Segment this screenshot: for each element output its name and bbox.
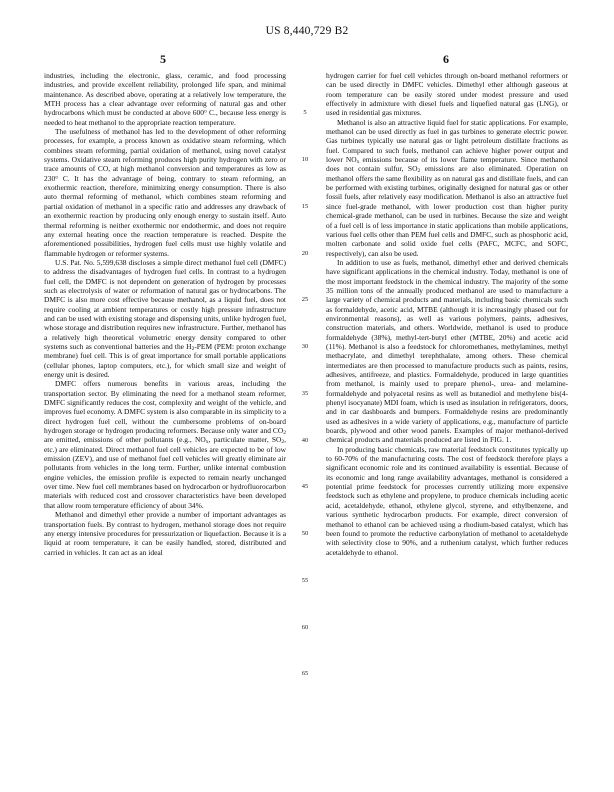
paragraph: hydrogen carrier for fuel cell vehicles through on-board methanol reformers or can be used directly in DMFC vehicles. Dimethyl ether although gaseous at room temperature can be easily stored under modest pressure and used effectively in admixture with diesel fuels and liquefied natural gas (LNG), or used in residential gas mixtures. [326, 71, 568, 118]
patent-number-header: US 8,440,729 B2 [265, 25, 349, 37]
line-number: 30 [301, 343, 309, 351]
line-number: 60 [301, 623, 309, 631]
line-number: 50 [301, 530, 309, 538]
paragraph: In addition to use as fuels, methanol, dimethyl ether and derived chemicals have significant applications in the chemical industry. Today, methanol is one of the most important feedstock in the chemical industry. The majority of the some 35 million tons of the annually produced methanol are used to manufacture a large variety of chemical products and materials, including basic chemicals such as formaldehyde, acetic acid, MTBE (although it is increasingly phased out for environmental reasons), as well as various polymers, paints, adhesives, construction materials, and others. Worldwide, methanol is used to produce formaldehyde (38%), methyl-tert-butyl ether (MTBE, 20%) and acetic acid (11%). Methanol is also a feedstock for chloromethanes, methylamines, methyl methacrylate, and dimethyl terephthalate, among others. These chemical intermediates are then processed to manufacture products such as paints, resins, adhesives, antifreeze, and plastics. Formaldehyde, produced in large quantities from methanol, is mainly used to prepare phenol-, urea- and melamine-formaldehyde and polyacetal resins as well as butanediol and methylene bis(4-phenyl isocyanate) MDI foam, which is used as insulation in refrigerators, doors, and in car dashboards and bumpers. Formaldehyde resins are predominantly used as adhesives in a wide variety of applications, e.g., manufacture of particle boards, plywood and other wood panels. Examples of major methanol-derived chemical products and materials produced are listed in FIG. 1. [326, 257, 568, 445]
column-number-right: 6 [443, 52, 449, 66]
paragraph: Methanol and dimethyl ether provide a number of important advantages as transportation fuels. By contrast to hydrogen, methanol storage does not require any energy intensive procedures for pressurization or liquefaction. Because it is a liquid at room temperature, it can be easily handled, stored, distributed and carried in vehicles. It can act as an ideal [44, 510, 286, 557]
line-number: 20 [301, 249, 309, 257]
paragraph: The usefulness of methanol has led to the development of other reforming processes, for example, a process known as oxidative steam reforming, which combines steam reforming, partial oxidation of methanol, using novel catalyst systems. Oxidative steam reforming produces high purity hydrogen with zero or trace amounts of CO, at high methanol conversion and temperatures as low as 230° C. It has the advantage of being, contrary to steam reforming, an exothermic reaction, therefore, minimizing energy consumption. There is also auto thermal reforming of methanol, which combines steam reforming and partial oxidation of methanol in a specific ratio and addresses any drawback of an exothermic reaction by producing only enough energy to sustain itself. Auto thermal reforming is neither exothermic nor endothermic, and does not require any external heating once the reaction temperature is reached. Despite the aforementioned possibilities, hydrogen fuel cells must use highly volatile and flammable hydrogen or reformer systems. [44, 127, 286, 258]
paragraph: industries, including the electronic, glass, ceramic, and food processing industries, and provide excellent reliability, prolonged life span, and minimal maintenance. As described above, operating at a relatively low temperature, the MTH process has a clear advantage over reforming of natural gas and other hydrocarbons which must be conducted at above 600° C., because less energy is needed to heat methanol to the appropriate reaction temperature. [44, 71, 286, 127]
line-number: 10 [301, 156, 309, 164]
line-number: 55 [301, 576, 309, 584]
line-number: 15 [301, 202, 309, 210]
paragraph: In producing basic chemicals, raw material feedstock constitutes typically up to 60-70% of the manufacturing costs. The cost of feedstock therefore plays a significant economic role and its continued availability is essential. Because of its economic and long range availability advantages, methanol is considered a potential prime feedstock for processes currently utilizing more expensive feedstock such as ethylene and propylene, to produce chemicals including acetic acid, acetaldehyde, ethanol, ethylene glycol, styrene, and ethylbenzene, and various synthetic hydrocarbon products. For example, direct conversion of methanol to ethanol can be achieved using a rhodium-based catalyst, which has been found to promote the reductive carbonylation of methanol to acetaldehyde with selectivity close to 90%, and a ruthenium catalyst, which further reduces acetaldehyde to ethanol. [326, 444, 568, 557]
line-number: 5 [303, 109, 307, 117]
line-number: 65 [301, 670, 309, 678]
column-number-left: 5 [160, 52, 166, 66]
right-text-column [326, 71, 568, 557]
paragraph: U.S. Pat. No. 5,599,638 discloses a simple direct methanol fuel cell (DMFC) to address the disadvantages of hydrogen fuel cells. In contrast to a hydrogen fuel cell, the DMFC is not dependent on generation of hydrogen by processes such as electrolysis of water or reformation of natural gas or hydrocarbons. The DMFC is also more cost effective because methanol, as a liquid fuel, does not require cooling at ambient temperatures or costly high pressure infrastructure and can be used with existing storage and dispensing units, unlike hydrogen fuel, whose storage and distribution requires new infrastructure. Further, methanol has a relatively high theoretical volumetric energy density compared to other systems such as conventional batteries and the $H_2$-PEM (PEM: proton exchange membrane) fuel cell. This is of great importance for small portable applications (cellular phones, laptop computers, etc.), for which small size and weight of energy unit is desired. [44, 257, 287, 379]
line-number: 25 [301, 296, 309, 304]
paragraph: DMFC offers numerous benefits in various areas, including the transportation sector. By eliminating the need for a methanol steam reformer, DMFC significantly reduces the cost, complexity and weight of the vehicle, and improves fuel economy. A DMFC system is also comparable in its simplicity to a direct hydrogen fuel cell, without the cumbersome problems of on-board hydrogen storage or hydrogen producing reformers. Because only water and $CO_2$ are emitted, emissions of other pollutants (e.g., $NO_x$, particulate matter, $SO_2$, etc.) are eliminated. Direct methanol fuel cell vehicles are expected to be of low emission (ZEV), and use of methanol fuel cell vehicles will greatly eliminate air pollutants from vehicles in the long term. Further, unlike internal combustion engine vehicles, the emission profile is expected to remain nearly unchanged over time. New fuel cell membranes based on hydrocarbon or hydrofluorocarbon materials with reduced cost and crossover characteristics have been developed that allow room temperature efficiency of about 34%. [44, 379, 287, 510]
line-number: 40 [301, 436, 309, 444]
paragraph: Methanol is also an attractive liquid fuel for static applications. For example, methanol can be used directly as fuel in gas turbines to generate electric power. Gas turbines typically use natural gas or light petroleum distillate fractions as fuel. Compared to such fuels, methanol can achieve higher power output and lower $NO_x$ emissions because of its lower flame temperature. Since methanol does not contain sulfur, $SO_2$ emissions are also eliminated. Operation on methanol offers the same flexibility as on natural gas and distillate fuels, and can be performed with existing turbines, originally designed for natural gas or other fossil fuels, after relatively easy modification. Methanol is also an attractive fuel since fuel-grade methanol, with lower production cost than higher purity chemical-grade methanol, can be used in turbines. Because the size and weight of a fuel cell is of less importance in static applications than mobile applications, various fuel cells other than PEM fuel cells and DMFC, such as phosphoric acid, molten carbonate and solid oxide fuel cells (PAFC, MCFC, and SOFC, respectively), can also be used. [326, 117, 568, 258]
line-number: 35 [301, 389, 309, 397]
line-number: 45 [301, 483, 309, 491]
left-text-column [44, 71, 286, 557]
